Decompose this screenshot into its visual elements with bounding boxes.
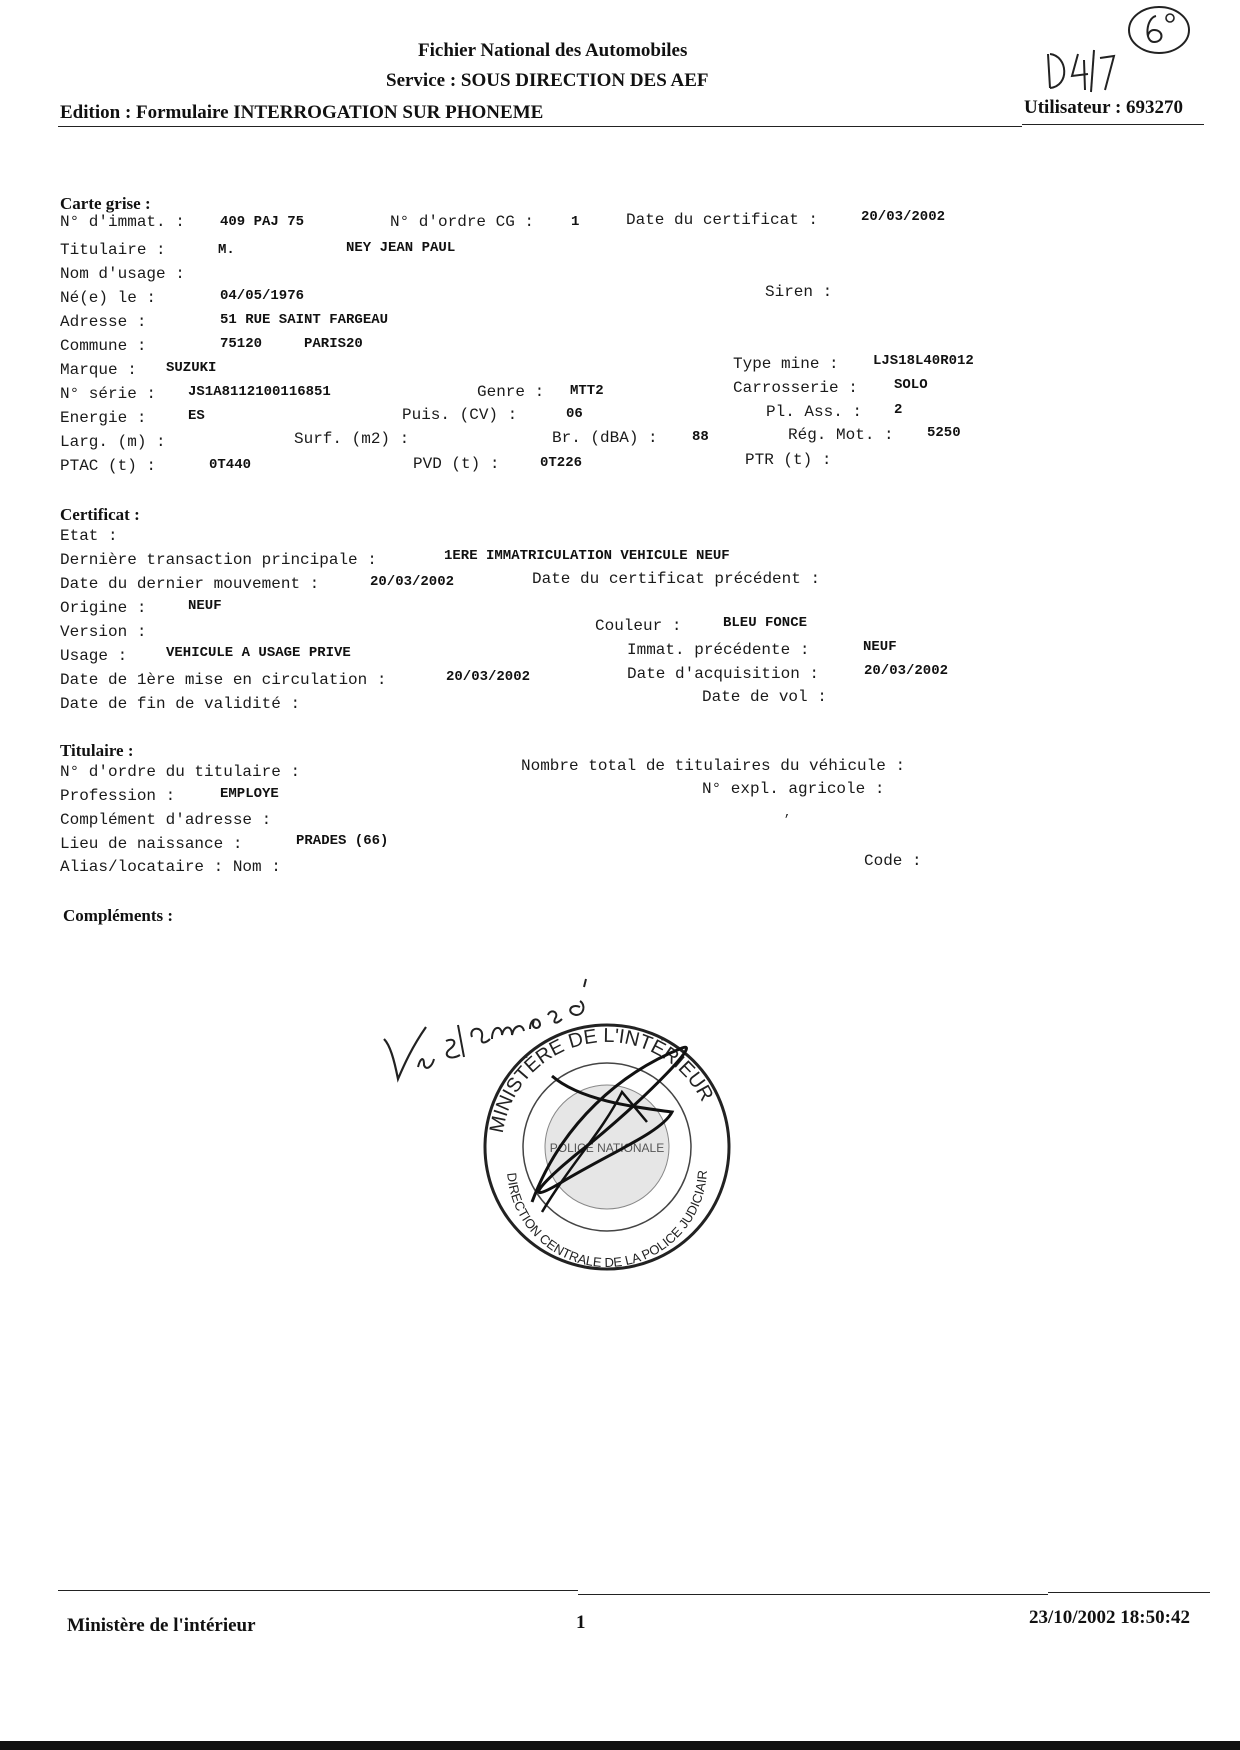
footer-ministry: Ministère de l'intérieur [67, 1615, 256, 1636]
section-title-carte-grise: Carte grise : [60, 194, 151, 213]
label-carrosserie: Carrosserie : [733, 379, 858, 397]
label-titulaire: Titulaire : [60, 241, 166, 259]
label-etat: Etat : [60, 527, 118, 545]
scan-edge [0, 1741, 1240, 1750]
label-couleur: Couleur : [595, 617, 682, 635]
value-couleur: BLEU FONCE [723, 615, 808, 631]
value-adresse: 51 RUE SAINT FARGEAU [220, 312, 389, 328]
value-profession: EMPLOYE [220, 786, 279, 802]
label-ptr: PTR (t) : [745, 451, 832, 469]
label-profession: Profession : [60, 787, 176, 805]
label-usage: Usage : [60, 647, 128, 665]
value-energie: ES [188, 408, 205, 424]
value-nom-titulaire: NEY JEAN PAUL [346, 240, 456, 256]
label-commune: Commune : [60, 337, 147, 355]
label-alias: Alias/locataire : Nom : [60, 858, 281, 876]
value-derniere-transaction: 1ERE IMMATRICULATION VEHICULE NEUF [444, 548, 730, 564]
label-immat: N° d'immat. : [60, 213, 185, 231]
value-immat-precedente: NEUF [863, 639, 897, 655]
value-serie: JS1A8112100116851 [188, 384, 331, 400]
label-dernier-mouvement: Date du dernier mouvement : [60, 575, 320, 593]
header-line2: Service : SOUS DIRECTION DES AEF [386, 70, 709, 91]
header-line1: Fichier National des Automobiles [418, 40, 688, 61]
label-serie: N° série : [60, 385, 157, 403]
label-nee-le: Né(e) le : [60, 289, 157, 307]
label-surf: Surf. (m2) : [294, 430, 410, 448]
value-usage: VEHICULE A USAGE PRIVE [166, 645, 351, 661]
label-origine: Origine : [60, 599, 147, 617]
value-date-acquisition: 20/03/2002 [864, 663, 949, 679]
label-version: Version : [60, 623, 147, 641]
user-id: Utilisateur : 693270 [1024, 97, 1184, 118]
stray-mark: , [784, 806, 792, 820]
value-commune: PARIS20 [304, 336, 363, 352]
label-puis: Puis. (CV) : [402, 406, 518, 424]
label-nombre-titulaires: Nombre total de titulaires du véhicule : [521, 757, 906, 775]
footer-datetime: 23/10/2002 18:50:42 [1029, 1607, 1190, 1628]
value-civilite: M. [218, 242, 235, 258]
label-reg-mot: Rég. Mot. : [788, 426, 894, 444]
label-premiere-circulation: Date de 1ère mise en circulation : [60, 671, 387, 689]
label-code: Code : [864, 852, 922, 870]
header-rule-left [58, 126, 1022, 127]
stamp-bottom-text: DIRECTION CENTRALE DE LA POLICE JUDICIAIR [504, 1169, 711, 1271]
label-date-vol: Date de vol : [702, 688, 827, 706]
label-derniere-transaction: Dernière transaction principale : [60, 551, 377, 569]
value-lieu-naissance: PRADES (66) [296, 833, 389, 849]
official-stamp [472, 1012, 742, 1282]
label-larg: Larg. (m) : [60, 433, 166, 451]
value-pl-ass: 2 [894, 402, 903, 418]
label-fin-validite: Date de fin de validité : [60, 695, 301, 713]
label-energie: Energie : [60, 409, 147, 427]
value-type-mine: LJS18L40R012 [873, 353, 974, 369]
label-marque: Marque : [60, 361, 137, 379]
value-genre: MTT2 [570, 383, 604, 399]
label-certificat-precedent: Date du certificat précédent : [532, 570, 821, 588]
label-siren: Siren : [765, 283, 833, 301]
label-lieu-naissance: Lieu de naissance : [60, 835, 243, 853]
circled-note-icon [1126, 4, 1192, 56]
label-expl-agricole: N° expl. agricole : [702, 780, 885, 798]
label-type-mine: Type mine : [733, 355, 839, 373]
value-marque: SUZUKI [166, 360, 217, 376]
value-ptac: 0T440 [209, 457, 252, 473]
section-title-certificat: Certificat : [60, 505, 140, 524]
label-immat-precedente: Immat. précédente : [627, 641, 810, 659]
label-date-certificat: Date du certificat : [626, 211, 819, 229]
label-adresse: Adresse : [60, 313, 147, 331]
edition-title: Edition : Formulaire INTERROGATION SUR PHONEME [60, 102, 544, 123]
value-code-postal: 75120 [220, 336, 263, 352]
label-complement-adresse: Complément d'adresse : [60, 811, 272, 829]
label-ordre-titulaire: N° d'ordre du titulaire : [60, 763, 301, 781]
section-title-complements: Compléments : [63, 906, 174, 925]
header-rule-right [1022, 124, 1204, 125]
footer-rule-mid [578, 1594, 1048, 1595]
footer-page-number: 1 [576, 1612, 586, 1633]
value-date-certificat: 20/03/2002 [861, 209, 946, 225]
section-title-titulaire: Titulaire : [60, 741, 134, 760]
label-ptac: PTAC (t) : [60, 457, 157, 475]
value-nee-le: 04/05/1976 [220, 288, 305, 304]
label-pl-ass: Pl. Ass. : [766, 403, 863, 421]
value-carrosserie: SOLO [894, 377, 928, 393]
label-pvd: PVD (t) : [413, 455, 500, 473]
value-reg-mot: 5250 [927, 425, 961, 441]
label-date-acquisition: Date d'acquisition : [627, 665, 820, 683]
label-br: Br. (dBA) : [552, 429, 658, 447]
value-pvd: 0T226 [540, 455, 583, 471]
footer-rule-right [1048, 1592, 1210, 1593]
label-nom-usage: Nom d'usage : [60, 265, 185, 283]
stamp-inner-text: POLICE NATIONALE [549, 1141, 665, 1155]
value-immat: 409 PAJ 75 [220, 214, 305, 230]
footer-rule-left [58, 1590, 578, 1591]
label-ordre-cg: N° d'ordre CG : [390, 213, 535, 231]
label-genre: Genre : [477, 383, 545, 401]
handwritten-ref [1044, 46, 1119, 94]
value-br: 88 [692, 429, 709, 445]
value-dernier-mouvement: 20/03/2002 [370, 574, 455, 590]
value-premiere-circulation: 20/03/2002 [446, 669, 531, 685]
value-origine: NEUF [188, 598, 222, 614]
value-ordre-cg: 1 [571, 214, 580, 230]
value-puis: 06 [566, 406, 583, 422]
stamp-top-text: MINISTÈRE DE L'INTÉRIEUR [485, 1024, 718, 1135]
